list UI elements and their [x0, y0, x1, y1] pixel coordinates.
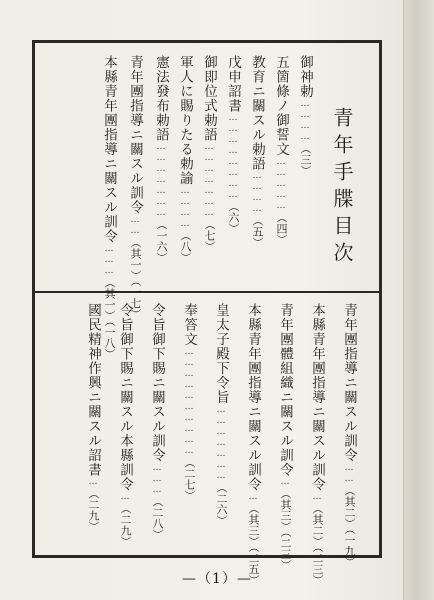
leader-dots: ………… — [252, 171, 262, 215]
section-divider — [35, 291, 379, 293]
toc-entry-title: 令旨御下賜ニ關スル本縣訓令 — [117, 303, 133, 492]
toc-frame — [32, 40, 382, 585]
leader-dots: ………… — [300, 98, 310, 143]
toc-entry-page: （其二）（二三） — [311, 502, 324, 585]
toc-entry-title: 令旨御下賜ニ關スル訓令 — [149, 303, 165, 463]
leader-dots: … — [248, 491, 258, 503]
leader-dots: …………………… — [228, 113, 238, 201]
toc-entry-title: 戊申詔書 — [225, 55, 241, 113]
toc-entry-page: （二九） — [119, 502, 132, 547]
toc-entry-lower-8 — [117, 303, 133, 547]
leader-dots: ………… — [180, 185, 190, 230]
page-number: —（1）— — [182, 571, 252, 587]
leader-dots: ………………… — [156, 142, 166, 219]
toc-entry-title: 本縣青年團指導ニ關スル訓令 — [245, 303, 261, 492]
toc-entry-page: （二七） — [183, 456, 196, 501]
leader-dots: … — [120, 491, 130, 503]
toc-entry-page: （其一）（一七） — [129, 236, 142, 319]
toc-entry-page: （其二）（一九） — [343, 484, 356, 567]
toc-entry-lower-2 — [309, 303, 325, 585]
toc-entry-lower-1 — [341, 303, 357, 567]
toc-entry-lower-7 — [149, 303, 165, 543]
toc-entry-title: 青年團指導ニ關スル訓令 — [341, 303, 357, 463]
toc-entry-upper-8 — [127, 55, 143, 319]
toc-entry-title: 教育ニ關スル勅語 — [249, 55, 265, 171]
leader-dots: … — [312, 491, 322, 503]
leader-dots: ………………………… — [184, 346, 194, 457]
leader-dots: ………………… — [216, 404, 226, 482]
leader-dots: … — [88, 477, 98, 488]
toc-entry-title: 本縣青年團指導ニ關スル訓令 — [309, 303, 325, 492]
toc-entry-lower-9 — [85, 303, 101, 543]
leader-dots: … — [280, 477, 290, 488]
toc-entry-upper-9 — [101, 55, 117, 359]
toc-title: 青年手牒目次 — [330, 107, 354, 269]
toc-entry-page: （六） — [227, 201, 240, 234]
toc-entry-page: （二八） — [151, 495, 164, 540]
toc-entry-title: 奉答文 — [181, 303, 197, 347]
leader-dots: ……… — [104, 243, 114, 277]
toc-entry-page: （四） — [275, 211, 288, 245]
leader-dots: …………… — [276, 156, 286, 212]
toc-entry-title: 御神勅 — [297, 55, 313, 99]
toc-entry-page: （二六） — [215, 481, 228, 526]
toc-entry-title: 皇太子殿下令旨 — [213, 303, 229, 405]
leader-dots: …… — [130, 214, 140, 237]
toc-entry-title: 青年團指導ニ關スル訓令 — [127, 55, 143, 215]
leader-dots: …… — [344, 462, 354, 485]
toc-entry-lower-5 — [213, 303, 229, 543]
toc-entry-upper-7 — [153, 55, 169, 287]
toc-entry-upper-3 — [249, 55, 265, 287]
toc-entry-upper-5 — [201, 55, 217, 287]
toc-entry-page: （其三）（二三） — [279, 488, 292, 571]
toc-entry-page: （八） — [179, 229, 192, 263]
toc-entry-title: 御即位式勅語 — [201, 55, 217, 142]
leader-dots: ……… — [152, 462, 162, 496]
toc-entry-upper-6 — [177, 55, 193, 287]
toc-entry-page: （二九） — [87, 488, 100, 532]
toc-entry-lower-6 — [181, 303, 197, 543]
toc-entry-page: （其一）（一八） — [103, 276, 116, 359]
toc-entry-page: （其三）（二五） — [247, 502, 260, 585]
toc-entry-title: 青年團體組織ニ關スル訓令 — [277, 303, 293, 477]
toc-entry-lower-3 — [277, 303, 293, 571]
toc-entry-page: （一六） — [155, 219, 168, 263]
toc-entry-title: 軍人に賜りたる勅諭 — [177, 55, 193, 186]
toc-entry-upper-1 — [297, 55, 313, 287]
toc-entry-title: 國民精神作興ニ關スル詔書 — [85, 303, 101, 477]
toc-entry-title: 憲法發布勅語 — [153, 55, 169, 142]
toc-entry-lower-4 — [245, 303, 261, 585]
toc-entry-page: （五） — [251, 215, 264, 248]
toc-entry-upper-4 — [225, 55, 241, 287]
toc-entry-title: 本縣青年團指導ニ關スル訓令 — [101, 55, 117, 244]
toc-entry-upper-2 — [273, 55, 289, 287]
toc-entry-page: （七） — [203, 219, 216, 252]
page-spine-edge — [403, 0, 434, 600]
leader-dots: ………………… — [204, 142, 214, 219]
toc-entry-title: 五箇條ノ御誓文 — [273, 55, 289, 157]
toc-entry-page: （三） — [299, 142, 312, 176]
